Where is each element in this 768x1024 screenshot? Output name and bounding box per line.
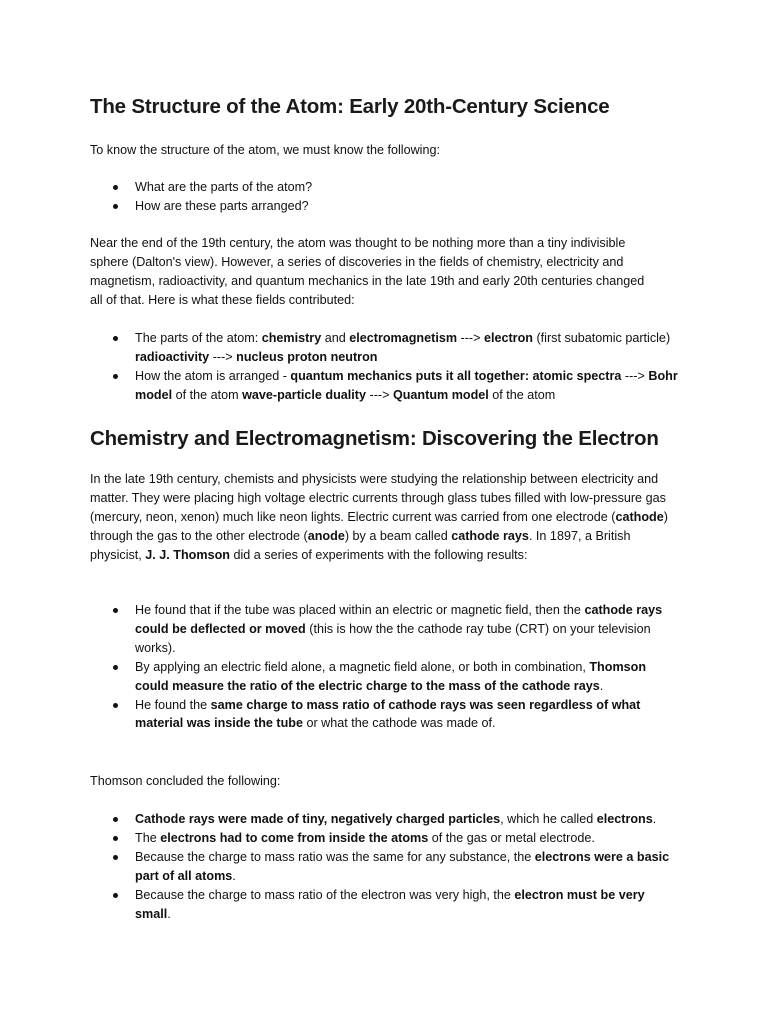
list-item: The parts of the atom: chemistry and electromagnetism ---> electron (first subatomic particle) radioactivity ---> nucleus proton neutron [90, 329, 690, 367]
list-item: The electrons had to come from inside the atoms of the gas or metal electrode. [90, 829, 680, 848]
results-list [90, 601, 680, 733]
list-item: Because the charge to mass ratio of the electron was very high, the electron must be very small. [90, 886, 680, 924]
list-item: By applying an electric field alone, a magnetic field alone, or both in combination, Thomson could measure the ratio of the electric charge to the mass of the cathode rays. [90, 658, 680, 696]
list-item: How the atom is arranged - quantum mechanics puts it all together: atomic spectra ---> Bohr model of the atom wave-particle duality ---> Quantum model of the atom [90, 367, 690, 405]
contributions-list [90, 329, 690, 405]
list-item: Cathode rays were made of tiny, negatively charged particles, which he called electrons. [90, 810, 680, 829]
list-item: Because the charge to mass ratio was the same for any substance, the electrons were a basic part of all atoms. [90, 848, 680, 886]
section-heading: Chemistry and Electromagnetism: Discovering the Electron [90, 427, 659, 450]
intro-paragraph: To know the structure of the atom, we must know the following: [90, 143, 440, 157]
concluded-paragraph: Thomson concluded the following: [90, 774, 281, 788]
thomson-paragraph: In the late 19th century, chemists and physicists were studying the relationship between electricity and matter. They were placing high voltage electric currents through glass tubes filled with low-pressure gas (mercury, neon, xenon) much like neon lights. Electric current was carried from one electrode (cathode) through the gas to the other electrode (anode) by a beam called cathode rays. In 1897, a British physicist, J. J. Thomson did a series of experiments with the following results: [90, 472, 668, 562]
list-item: He found the same charge to mass ratio of cathode rays was seen regardless of what material was inside the tube or what the cathode was made of. [90, 696, 680, 734]
list-item: How are these parts arranged? [90, 197, 680, 216]
conclusions-list [90, 810, 680, 923]
list-item: He found that if the tube was placed within an electric or magnetic field, then the cathode rays could be deflected or moved (this is how the the cathode ray tube (CRT) on your television works). [90, 601, 680, 658]
questions-list [90, 178, 680, 216]
page-title: The Structure of the Atom: Early 20th-Century Science [90, 95, 610, 118]
list-item: What are the parts of the atom? [90, 178, 680, 197]
history-paragraph: Near the end of the 19th century, the atom was thought to be nothing more than a tiny indivisible sphere (Dalton's view). However, a series of discoveries in the fields of chemistry, electricity and magnetism, radioactivity, and quantum mechanics in the late 19th and early 20th centuries changed all of that. Here is what these fields contributed: [90, 236, 645, 307]
